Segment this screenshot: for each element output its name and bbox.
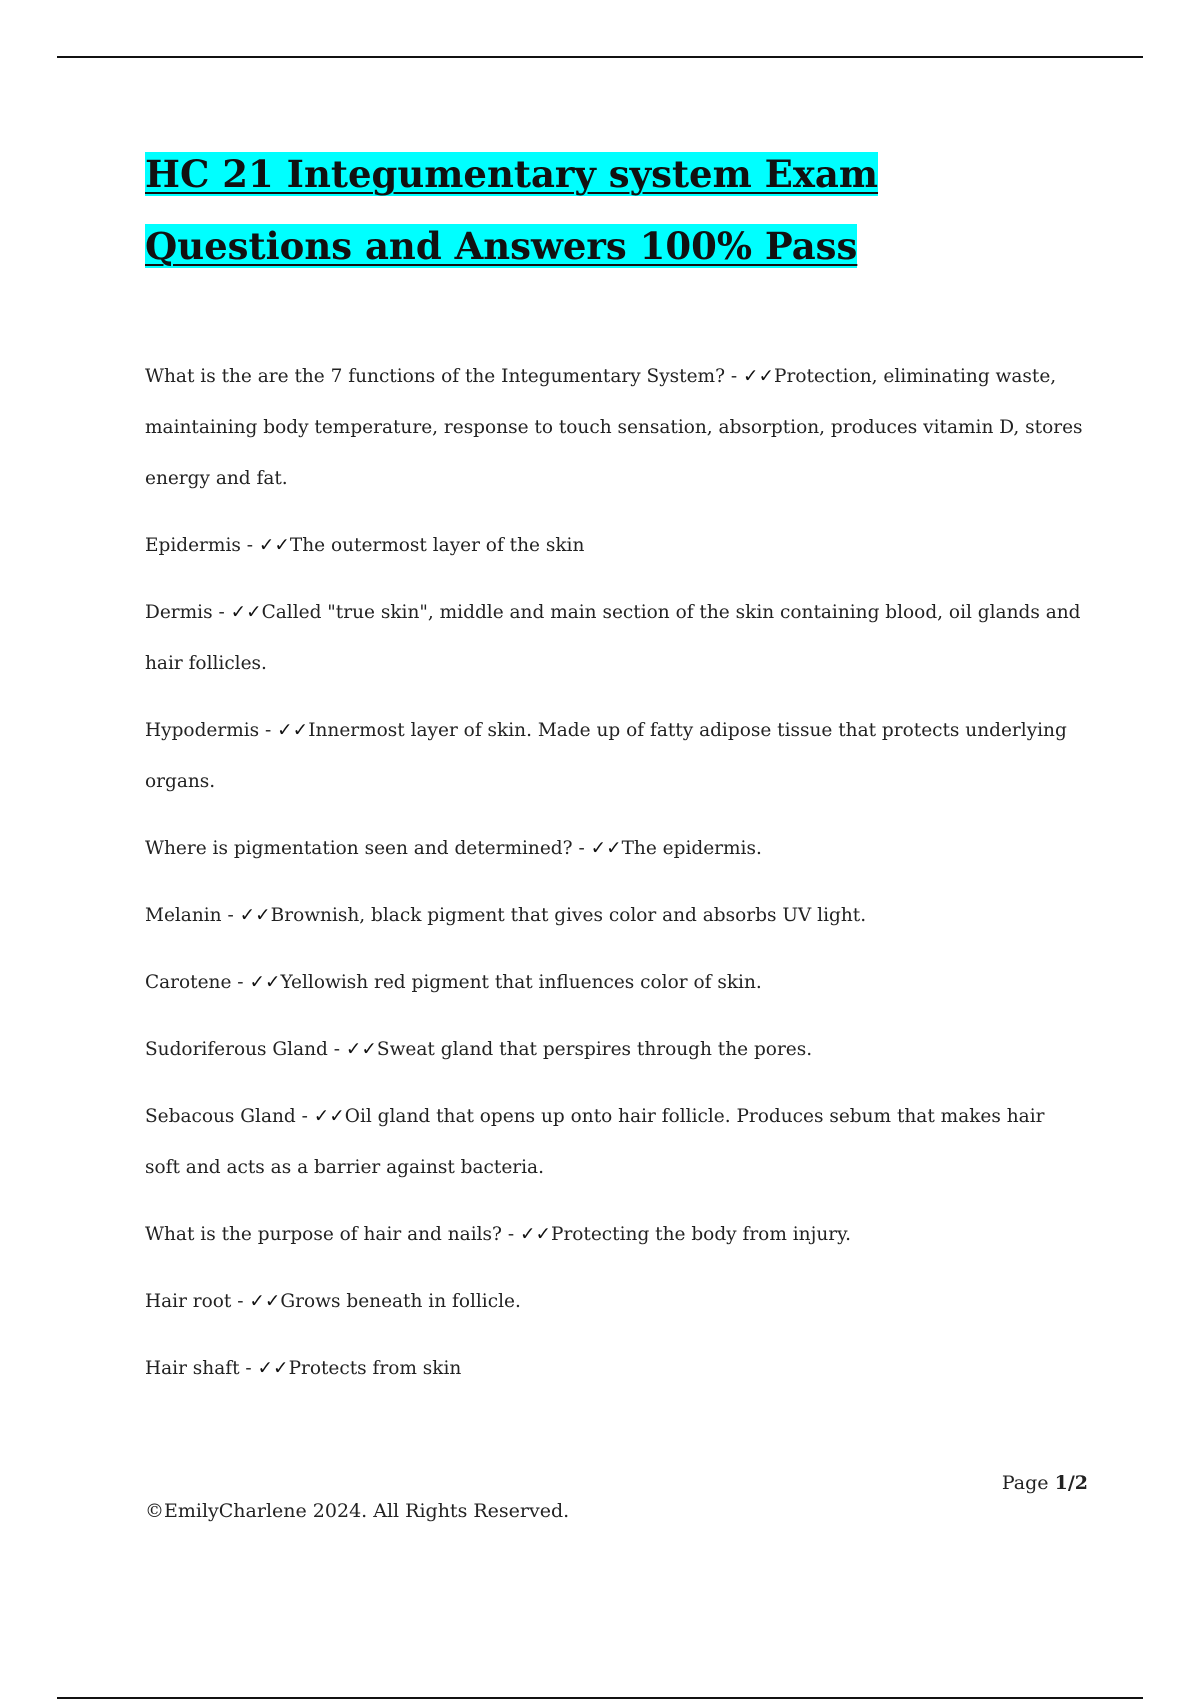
qa-term: Carotene xyxy=(145,972,232,993)
qa-separator: - xyxy=(212,602,231,623)
qa-item xyxy=(145,1209,1085,1260)
page-separator: / xyxy=(1067,1472,1075,1494)
qa-item xyxy=(145,1024,1085,1075)
page-total: 2 xyxy=(1074,1472,1088,1494)
qa-item xyxy=(145,520,1085,571)
qa-answer: Called "true skin", middle and main section of the skin containing blood, oil glands and hair follicles. xyxy=(145,602,1081,674)
bottom-rule xyxy=(57,1697,1143,1699)
qa-answer: The epidermis. xyxy=(621,838,762,859)
qa-separator: - xyxy=(572,838,591,859)
qa-separator: - xyxy=(221,905,240,926)
qa-separator: - xyxy=(259,720,278,741)
qa-answer: Yellowish red pigment that influences color of skin. xyxy=(280,972,762,993)
page-label: Page xyxy=(1001,1472,1055,1494)
qa-term: Sudoriferous Gland xyxy=(145,1039,328,1060)
qa-term: Sebacous Gland xyxy=(145,1106,296,1127)
qa-term: Where is pigmentation seen and determined? xyxy=(145,838,573,859)
qa-item xyxy=(145,1343,1085,1394)
double-check-icon: ✓✓ xyxy=(590,838,622,859)
qa-item xyxy=(145,890,1085,941)
qa-term: Hypodermis xyxy=(145,720,260,741)
qa-term: Hair shaft xyxy=(145,1358,240,1379)
qa-term: Hair root xyxy=(145,1291,232,1312)
copyright-notice: ©EmilyCharlene 2024. All Rights Reserved. xyxy=(145,1500,570,1522)
qa-separator: - xyxy=(295,1106,314,1127)
qa-answer: Grows beneath in follicle. xyxy=(280,1291,521,1312)
qa-term: What is the purpose of hair and nails? xyxy=(145,1224,502,1245)
page-number xyxy=(1002,1472,1088,1494)
top-rule xyxy=(57,56,1143,58)
qa-answer: Protects from skin xyxy=(288,1358,462,1379)
qa-separator: - xyxy=(239,1358,258,1379)
qa-term: Epidermis xyxy=(145,535,241,556)
qa-answer: Protecting the body from injury. xyxy=(551,1224,851,1245)
double-check-icon: ✓✓ xyxy=(277,720,309,741)
page-current: 1 xyxy=(1054,1472,1068,1494)
qa-item xyxy=(145,1091,1085,1193)
qa-item xyxy=(145,823,1085,874)
qa-item xyxy=(145,351,1085,504)
qa-list xyxy=(145,351,1085,1410)
double-check-icon: ✓✓ xyxy=(257,1358,289,1379)
document-title xyxy=(145,138,1085,282)
qa-term: Melanin xyxy=(145,905,222,926)
double-check-icon: ✓✓ xyxy=(345,1039,377,1060)
qa-answer: Brownish, black pigment that gives color and absorbs UV light. xyxy=(270,905,867,926)
double-check-icon: ✓✓ xyxy=(313,1106,345,1127)
qa-answer: Oil gland that opens up onto hair follicle. Produces sebum that makes hair soft and acts as a barrier against bacteria. xyxy=(145,1106,1045,1178)
double-check-icon: ✓✓ xyxy=(239,905,271,926)
qa-item xyxy=(145,587,1085,689)
qa-item xyxy=(145,1276,1085,1327)
qa-separator: - xyxy=(231,972,250,993)
qa-item xyxy=(145,705,1085,807)
double-check-icon: ✓✓ xyxy=(249,1291,281,1312)
qa-separator: - xyxy=(725,366,744,387)
double-check-icon: ✓✓ xyxy=(519,1224,551,1245)
document-title-text: HC 21 Integumentary system Exam Questions and Answers 100% Pass xyxy=(145,152,879,268)
qa-item xyxy=(145,957,1085,1008)
double-check-icon: ✓✓ xyxy=(249,972,281,993)
qa-separator: - xyxy=(501,1224,520,1245)
double-check-icon: ✓✓ xyxy=(230,602,262,623)
qa-answer: Protection, eliminating waste, maintaining body temperature, response to touch sensation, absorption, produces vitamin D, stores energy and fat. xyxy=(145,366,1083,489)
qa-answer: The outermost layer of the skin xyxy=(289,535,585,556)
double-check-icon: ✓✓ xyxy=(743,366,775,387)
qa-term: What is the are the 7 functions of the Integumentary System? xyxy=(145,366,726,387)
qa-separator: - xyxy=(240,535,259,556)
qa-separator: - xyxy=(327,1039,346,1060)
qa-term: Dermis xyxy=(145,602,213,623)
double-check-icon: ✓✓ xyxy=(258,535,290,556)
qa-answer: Innermost layer of skin. Made up of fatty adipose tissue that protects underlying organs. xyxy=(145,720,1067,792)
qa-separator: - xyxy=(231,1291,250,1312)
qa-answer: Sweat gland that perspires through the pores. xyxy=(376,1039,813,1060)
